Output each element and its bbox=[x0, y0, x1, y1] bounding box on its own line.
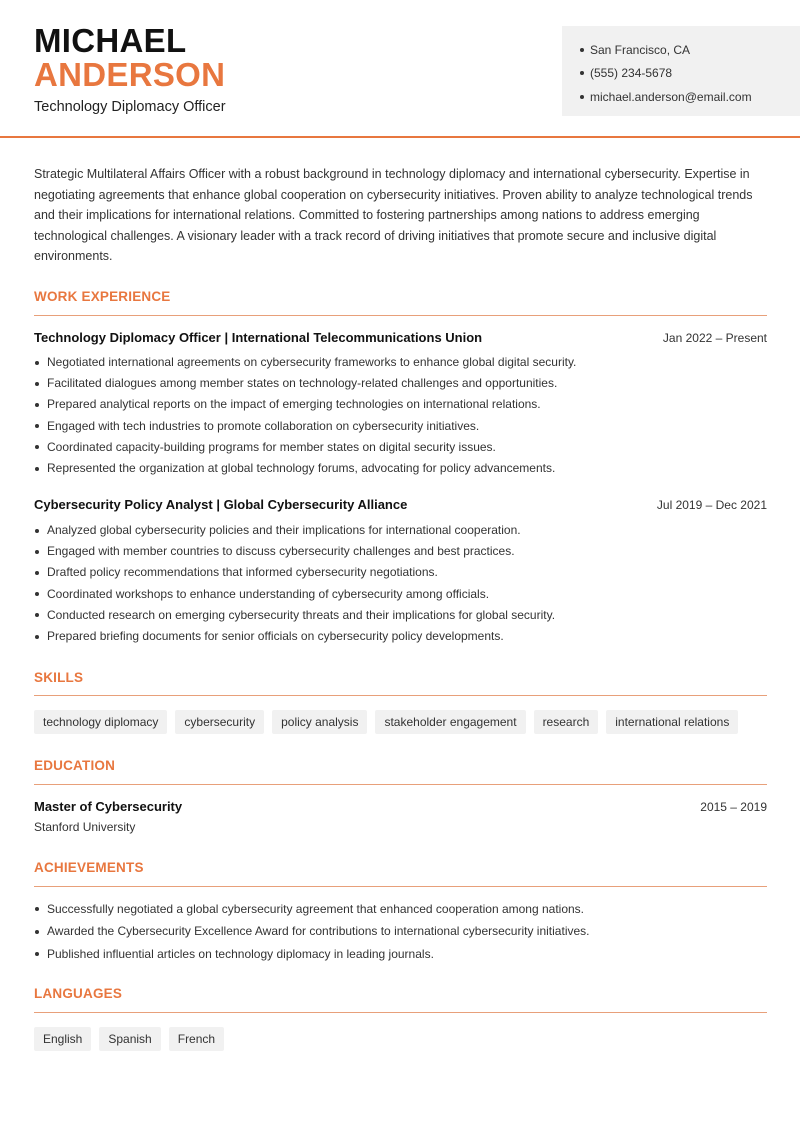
list-item-text: Engaged with member countries to discuss cybersecurity challenges and best practices. bbox=[47, 544, 515, 559]
bullet-icon bbox=[35, 930, 39, 934]
list-item bbox=[34, 352, 767, 373]
job-role: Technology Diplomacy Officer | International Telecommunications Union bbox=[34, 330, 483, 345]
education-dates: 2015 – 2019 bbox=[700, 800, 767, 814]
bullet-icon bbox=[35, 635, 39, 639]
bullet-icon bbox=[35, 952, 39, 956]
bullet-icon bbox=[35, 613, 39, 617]
bullet-icon bbox=[35, 592, 39, 596]
job-bullets bbox=[34, 520, 767, 647]
list-item bbox=[34, 605, 767, 626]
list-item-text: Drafted policy recommendations that informed cybersecurity negotiations. bbox=[47, 565, 438, 580]
bullet-icon bbox=[580, 71, 584, 75]
list-item-text: Published influential articles on technology diplomacy in leading journals. bbox=[47, 946, 434, 961]
skills-list bbox=[34, 710, 738, 734]
list-item-text: Facilitated dialogues among member states on technology-related challenges and opportunities. bbox=[47, 376, 558, 391]
skill-chip: cybersecurity bbox=[175, 710, 264, 734]
section-divider bbox=[34, 1012, 767, 1013]
location-text: San Francisco, CA bbox=[590, 42, 691, 57]
skill-chip: technology diplomacy bbox=[34, 710, 167, 734]
school-name: Stanford University bbox=[34, 820, 136, 834]
list-item bbox=[34, 584, 767, 605]
list-item bbox=[34, 394, 767, 415]
bullet-icon bbox=[35, 907, 39, 911]
degree: Master of Cybersecurity bbox=[34, 799, 183, 814]
list-item-text: Analyzed global cybersecurity policies and their implications for international cooperation. bbox=[47, 523, 521, 537]
section-divider bbox=[34, 886, 767, 887]
first-name: MICHAEL bbox=[34, 22, 187, 59]
list-item-text: Coordinated capacity-building programs for member states on digital security issues. bbox=[47, 439, 496, 454]
languages-list bbox=[34, 1027, 224, 1051]
section-divider bbox=[34, 315, 767, 316]
bullet-icon bbox=[35, 424, 39, 428]
skill-chip: stakeholder engagement bbox=[375, 710, 525, 734]
bullet-icon bbox=[35, 571, 39, 575]
contact-phone bbox=[580, 62, 800, 86]
list-item-text: Awarded the Cybersecurity Excellence Award for contributions to international cybersecurity initiatives. bbox=[47, 924, 590, 939]
achievements-list bbox=[34, 898, 767, 966]
list-item-text: Successfully negotiated a global cybersecurity agreement that enhanced cooperation among nations. bbox=[47, 901, 585, 916]
contact-box bbox=[562, 26, 800, 116]
section-divider bbox=[34, 784, 767, 785]
list-item-text: Negotiated international agreements on cybersecurity frameworks to enhance global digital security. bbox=[47, 355, 577, 369]
bullet-icon bbox=[35, 445, 39, 449]
professional-summary: Strategic Multilateral Affairs Officer with a robust background in technology diplomacy and international cybersecurity. Expertise in negotiating agreements that enhance global cooperation on cybersecurity initiatives. Proven ability to analyze technological trends and their implications for international relations. Committed to fostering partnerships among nations to address emerging technological challenges. A visionary leader with a track record of driving initiatives that promote secure and inclusive digital environments. bbox=[34, 167, 753, 264]
bullet-icon bbox=[580, 48, 584, 52]
language-chip: English bbox=[34, 1027, 91, 1051]
list-item-text: Prepared analytical reports on the impact of emerging technologies on international relations. bbox=[47, 397, 541, 412]
education-header bbox=[34, 799, 767, 814]
list-item-text: Prepared briefing documents for senior officials on cybersecurity policy developments. bbox=[47, 628, 504, 643]
bullet-icon bbox=[35, 550, 39, 554]
list-item bbox=[34, 626, 767, 647]
bullet-icon bbox=[35, 382, 39, 386]
skill-chip: policy analysis bbox=[272, 710, 367, 734]
skill-chip: international relations bbox=[606, 710, 738, 734]
list-item bbox=[34, 898, 767, 921]
bullet-icon bbox=[35, 361, 39, 365]
list-item bbox=[34, 921, 767, 944]
list-item bbox=[34, 541, 767, 562]
job-bullets bbox=[34, 352, 767, 479]
job-role: Cybersecurity Policy Analyst | Global Cybersecurity Alliance bbox=[34, 497, 408, 512]
list-item bbox=[34, 562, 767, 583]
list-item-text: Engaged with tech industries to promote collaboration on cybersecurity initiatives. bbox=[47, 418, 480, 433]
education-heading: EDUCATION bbox=[34, 758, 116, 773]
languages-heading: LANGUAGES bbox=[34, 986, 123, 1001]
contact-location bbox=[580, 38, 800, 62]
achievements-heading: ACHIEVEMENTS bbox=[34, 860, 144, 875]
work-experience-heading: WORK EXPERIENCE bbox=[34, 289, 171, 304]
skill-chip: research bbox=[534, 710, 599, 734]
section-divider bbox=[34, 695, 767, 696]
bullet-icon bbox=[35, 529, 39, 533]
phone-text: (555) 234-5678 bbox=[590, 66, 673, 81]
email-text[interactable]: michael.anderson@email.com bbox=[590, 89, 752, 104]
job-dates: Jan 2022 – Present bbox=[662, 331, 767, 345]
list-item bbox=[34, 458, 767, 479]
list-item bbox=[34, 437, 767, 458]
job-header bbox=[34, 497, 767, 512]
list-item bbox=[34, 520, 767, 541]
job-title: Technology Diplomacy Officer bbox=[34, 99, 226, 115]
list-item-text: Conducted research on emerging cybersecurity threats and their implications for global security. bbox=[47, 607, 556, 622]
contact-email[interactable] bbox=[580, 85, 800, 109]
skills-heading: SKILLS bbox=[34, 670, 84, 685]
language-chip: French bbox=[169, 1027, 224, 1051]
job-header bbox=[34, 330, 767, 345]
list-item bbox=[34, 373, 767, 394]
list-item-text: Coordinated workshops to enhance understanding of cybersecurity among officials. bbox=[47, 586, 490, 601]
list-item bbox=[34, 416, 767, 437]
bullet-icon bbox=[35, 403, 39, 407]
job-dates: Jul 2019 – Dec 2021 bbox=[656, 498, 767, 512]
list-item-text: Represented the organization at global technology forums, advocating for policy advancements. bbox=[47, 460, 556, 475]
list-item bbox=[34, 943, 767, 966]
last-name: ANDERSON bbox=[34, 56, 226, 93]
resume-header bbox=[0, 0, 800, 138]
language-chip: Spanish bbox=[99, 1027, 160, 1051]
bullet-icon bbox=[35, 467, 39, 471]
bullet-icon bbox=[580, 95, 584, 99]
